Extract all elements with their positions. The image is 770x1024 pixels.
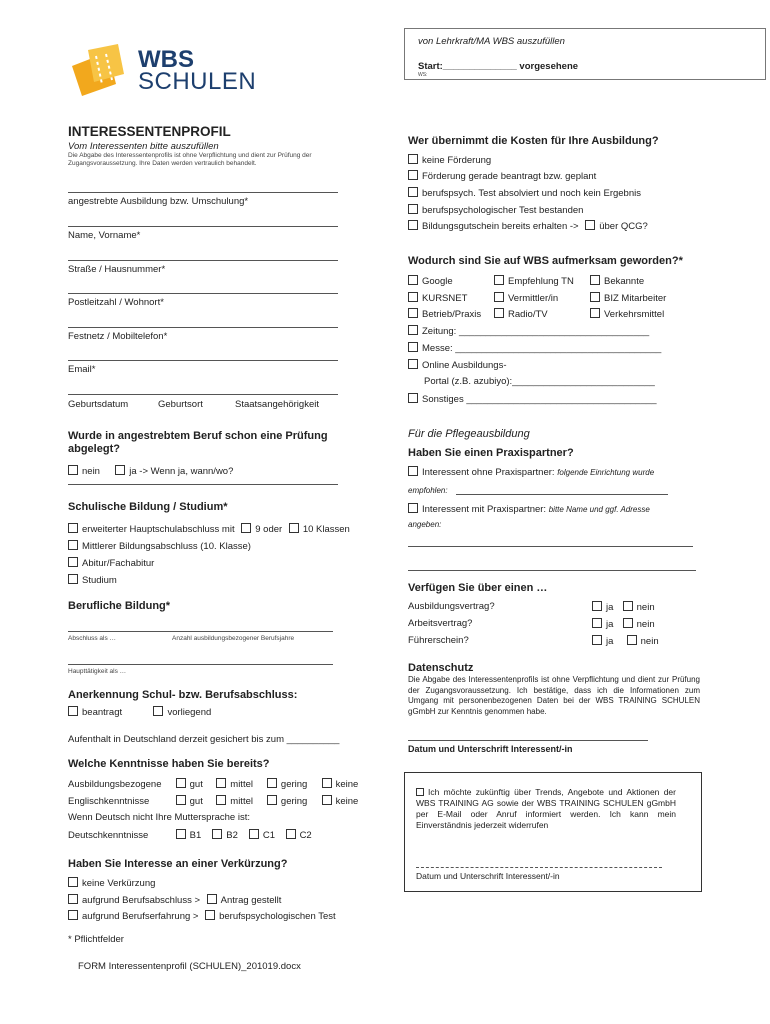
vertrag2-nein-checkbox[interactable]: [627, 635, 637, 645]
aufmerksam-c1-0: [408, 275, 453, 288]
aufmerksam-c2-0: [494, 275, 574, 288]
verkuerzung-opt2-label: aufgrund Berufsabschluss >: [82, 895, 201, 906]
ausbildung-label: angestrebte Ausbildung bzw. Umschulung*: [68, 196, 249, 207]
vertrag2-ja-label: ja: [606, 636, 614, 647]
pruefung-heading-1: Wurde in angestrebtem Beruf schon eine Prüfung: [68, 430, 328, 442]
ws-label: WS:: [418, 72, 428, 78]
antrag-checkbox[interactable]: [207, 894, 217, 904]
beruf-line-2[interactable]: [68, 664, 333, 665]
name-line[interactable]: [68, 226, 338, 227]
datenschutz-sign-line[interactable]: [408, 740, 648, 741]
vertrag-row1-label: Arbeitsvertrag?: [408, 618, 473, 629]
test-checkbox[interactable]: [205, 910, 215, 920]
pflege-line-2[interactable]: [408, 570, 696, 571]
empfehlung-checkbox[interactable]: [494, 275, 504, 285]
consent-sign-label: Datum und Unterschrift Interessent/-in: [416, 871, 560, 881]
kosten-opt4-checkbox[interactable]: [408, 220, 418, 230]
pflege-empfohlen-label: empfohlen:: [408, 486, 448, 495]
strasse-line[interactable]: [68, 260, 338, 261]
kosten-opt4-label: Bildungsgutschein bereits erhalten ->: [422, 221, 579, 232]
row1-mittel-label: mittel: [230, 779, 253, 790]
verkuerzung-opt1-checkbox[interactable]: [68, 877, 78, 887]
vertrag0-ja-checkbox[interactable]: [592, 601, 602, 611]
aufmerksam-c2-1: [494, 292, 558, 305]
row1-mittel-checkbox[interactable]: [216, 778, 226, 788]
messe-field[interactable]: Messe: _______________________________________: [422, 343, 662, 354]
row2-mittel-checkbox[interactable]: [216, 795, 226, 805]
c2-checkbox[interactable]: [286, 829, 296, 839]
geburt-line[interactable]: [68, 394, 338, 395]
sonstiges-checkbox[interactable]: [408, 393, 418, 403]
pruefung-options: [68, 465, 233, 478]
vermittler-checkbox[interactable]: [494, 292, 504, 302]
verkuerzung-opt2-checkbox[interactable]: [68, 894, 78, 904]
anerkennung-beantragt-label: beantragt: [82, 707, 123, 718]
schule-opt3-checkbox[interactable]: [68, 557, 78, 567]
vertrag-row0-label: Ausbildungsvertrag?: [408, 601, 495, 612]
logo-text-bottom: SCHULEN: [138, 68, 257, 95]
vertrag-row0-options: [592, 601, 655, 614]
radio-checkbox[interactable]: [494, 308, 504, 318]
test-label: berufspsychologischen Test: [219, 911, 336, 922]
zeitung-checkbox[interactable]: [408, 325, 418, 335]
vertrag0-nein-checkbox[interactable]: [623, 601, 633, 611]
pflege-opt1-checkbox[interactable]: [408, 466, 418, 476]
aufmerksam-c1-2: [408, 308, 481, 321]
ausbildung-line[interactable]: [68, 192, 338, 193]
verkehr-checkbox[interactable]: [590, 308, 600, 318]
pruefung-nein-checkbox[interactable]: [68, 465, 78, 475]
b1-label: B1: [189, 830, 202, 841]
consent-checkbox[interactable]: [416, 788, 424, 796]
vertrag1-nein-checkbox[interactable]: [623, 618, 633, 628]
online-checkbox[interactable]: [408, 359, 418, 369]
verkuerzung-heading: Haben Sie Interesse an einer Verkürzung?: [68, 858, 288, 870]
online-portal-field[interactable]: Portal (z.B. azubiyo):___________________________: [424, 376, 655, 387]
verkuerzung-opt1: [68, 877, 155, 890]
deutsch-row: [68, 829, 312, 842]
row2-gering-label: gering: [280, 796, 308, 807]
schule-opt4-label: Studium: [82, 575, 117, 586]
row2-gut-checkbox[interactable]: [176, 795, 186, 805]
verkuerzung-opt2: [68, 894, 281, 907]
vertrag-row1-options: [592, 618, 655, 631]
kosten-opt2-label: berufspsych. Test absolviert und noch kein Ergebnis: [422, 188, 641, 199]
beruf-anzahl: Anzahl ausbildungsbezogener Berufsjahre: [172, 635, 295, 642]
kosten-heading: Wer übernimmt die Kosten für Ihre Ausbildung?: [408, 135, 659, 147]
pflege-opt1-note: folgende Einrichtung wurde: [557, 468, 655, 477]
row1-gut-checkbox[interactable]: [176, 778, 186, 788]
kosten-opt0-checkbox[interactable]: [408, 154, 418, 164]
datenschutz-text: Die Abgabe des Interessentenprofils ist ohne Verpflichtung und dient zur Prüfung der Zugangsvoraussetzung. Ich bestätige, dass ich die Informationen zum Umgang mit personenbezogenen Daten bei der WBS TRAINING SCHULEN gGmbH zur Kenntnis genommen habe.: [408, 675, 700, 716]
deutsch-label: Deutschkenntnisse: [68, 830, 149, 841]
geburtsdatum-label: Geburtsdatum: [68, 399, 129, 410]
schule-opt1-label: erweiterter Hauptschulabschluss mit: [82, 524, 235, 535]
pflege-opt2: [408, 503, 650, 516]
row2-mittel-label: mittel: [230, 796, 253, 807]
form-subtitle: Vom Interessenten bitte auszufüllen: [68, 141, 219, 152]
start-field[interactable]: Start:______________ vorgesehene: [418, 61, 579, 72]
schule-opt2: [68, 540, 251, 553]
beruf-haupt: Haupttätigkeit als …: [68, 668, 127, 675]
vertrag1-ja-checkbox[interactable]: [592, 618, 602, 628]
verkehr-label: Verkehrsmittel: [604, 309, 665, 320]
row2-keine-label: keine: [335, 796, 359, 807]
online-row: [408, 359, 507, 372]
geburtsort-label: Geburtsort: [158, 399, 203, 410]
datenschutz-heading: Datenschutz: [408, 662, 474, 674]
b2-label: B2: [226, 830, 238, 841]
betrieb-label: Betrieb/Praxis: [422, 309, 482, 320]
verkuerzung-opt3-checkbox[interactable]: [68, 910, 78, 920]
anerkennung-heading: Anerkennung Schul- bzw. Berufsabschluss:: [68, 689, 298, 701]
pruefung-ja-label: ja -> Wenn ja, wann/wo?: [129, 466, 234, 477]
vertraege-heading: Verfügen Sie über einen …: [408, 582, 548, 594]
vertrag2-nein-label: nein: [640, 636, 659, 647]
disclaimer-1: Die Abgabe des Interessentenprofils ist ohne Verpflichtung und dient zur Prüfung der: [68, 152, 312, 159]
messe-row: [408, 342, 661, 355]
verkuerzung-opt3: [68, 910, 336, 923]
schule-opt1-checkbox[interactable]: [68, 523, 78, 533]
pflege-line-1[interactable]: [408, 546, 693, 547]
schule-opt4-checkbox[interactable]: [68, 574, 78, 584]
row1-keine-checkbox[interactable]: [322, 778, 332, 788]
kosten-opt3-checkbox[interactable]: [408, 204, 418, 214]
row1-gut-label: gut: [189, 779, 203, 790]
pflege-heading: Haben Sie einen Praxispartner?: [408, 447, 574, 459]
beruf-heading: Berufliche Bildung*: [68, 600, 171, 612]
kosten-opt0-label: keine Förderung: [422, 155, 492, 166]
kosten-opt-3: [408, 204, 583, 217]
schule-opt2-checkbox[interactable]: [68, 540, 78, 550]
schule-opt2-label: Mittlerer Bildungsabschluss (10. Klasse): [82, 541, 251, 552]
radio-label: Radio/TV: [508, 309, 548, 320]
kosten-opt1-checkbox[interactable]: [408, 170, 418, 180]
schule-9-checkbox[interactable]: [241, 523, 251, 533]
name-label: Name, Vorname*: [68, 230, 141, 241]
pruefung-heading-2: abgelegt?: [68, 443, 120, 455]
anerkennung-options: [68, 706, 211, 719]
plz-line[interactable]: [68, 293, 338, 294]
row2-gering-checkbox[interactable]: [267, 795, 277, 805]
wbs-logo: [68, 44, 258, 100]
empfehlung-label: Empfehlung TN: [508, 276, 574, 287]
pflege-opt2-note2: angeben:: [408, 520, 442, 529]
row1-gering-checkbox[interactable]: [267, 778, 277, 788]
schule-heading: Schulische Bildung / Studium*: [68, 501, 228, 513]
kosten-opt2-checkbox[interactable]: [408, 187, 418, 197]
consent-label: Ich möchte zukünftig über Trends, Angebote und Aktionen der WBS TRAINING AG sowie der WBS TRAINING SCHULEN gGmbH per E-Mail oder Anruf informiert werden. Ich kann mein Einverständnis jederzeit widerrufen: [416, 787, 676, 830]
row2-gut-label: gut: [189, 796, 203, 807]
telefon-line[interactable]: [68, 327, 338, 328]
b2-checkbox[interactable]: [212, 829, 222, 839]
vertrag0-nein-label: nein: [636, 602, 655, 613]
aufmerksam-c3-0: [590, 275, 644, 288]
kosten-opt3-label: berufspsychologischer Test bestanden: [422, 205, 584, 216]
betrieb-checkbox[interactable]: [408, 308, 418, 318]
vertrag1-nein-label: nein: [636, 619, 655, 630]
kosten-opt-1: [408, 170, 596, 183]
pflege-opt1: [408, 466, 654, 479]
kenntnisse-note: Wenn Deutsch nicht Ihre Muttersprache ist:: [68, 812, 250, 823]
row2-keine-checkbox[interactable]: [322, 795, 332, 805]
pflege-opt2-label: Interessent mit Praxispartner:: [422, 504, 547, 515]
zeitung-field[interactable]: Zeitung: ____________________________________: [422, 326, 650, 337]
pflege-title: Für die Pflegeausbildung: [408, 428, 530, 440]
schule-opt4: [68, 574, 117, 587]
messe-checkbox[interactable]: [408, 342, 418, 352]
biz-label: BIZ Mitarbeiter: [604, 293, 667, 304]
schule-opt3: [68, 557, 154, 570]
antrag-label: Antrag gestellt: [220, 895, 282, 906]
bekannte-label: Bekannte: [604, 276, 645, 287]
kenntnisse-row2-label: Englischkenntnisse: [68, 796, 150, 807]
online-label: Online Ausbildungs-: [422, 360, 507, 371]
verkuerzung-opt1-label: keine Verkürzung: [82, 878, 156, 889]
plz-label: Postleitzahl / Wohnort*: [68, 297, 164, 308]
aufenthalt-field[interactable]: Aufenthalt in Deutschland derzeit gesichert bis zum __________: [68, 734, 340, 745]
vertrag0-ja-label: ja: [606, 602, 614, 613]
anerkennung-vorliegend-checkbox[interactable]: [153, 706, 163, 716]
biz-checkbox[interactable]: [590, 292, 600, 302]
kenntnisse-heading: Welche Kenntnisse haben Sie bereits?: [68, 758, 270, 770]
email-label: Email*: [68, 364, 96, 375]
row1-gering-label: gering: [280, 779, 308, 790]
sonstiges-field[interactable]: Sonstiges ____________________________________: [422, 394, 657, 405]
kosten-opt-2: [408, 187, 641, 200]
logo-mark-icon: [68, 44, 128, 100]
vertrag-row2-label: Führerschein?: [408, 635, 469, 646]
beruf-line-1[interactable]: [68, 631, 333, 632]
c2-label: C2: [299, 830, 312, 841]
sonstiges-row: [408, 393, 657, 406]
schule-10-checkbox[interactable]: [289, 523, 299, 533]
email-line[interactable]: [68, 360, 338, 361]
datenschutz-sign-label: Datum und Unterschrift Interessent/-in: [408, 744, 573, 754]
anerkennung-beantragt-checkbox[interactable]: [68, 706, 78, 716]
pflege-opt2-note: bitte Name und ggf. Adresse: [548, 505, 650, 514]
schule-opt3-label: Abitur/Fachabitur: [82, 558, 155, 569]
telefon-label: Festnetz / Mobiltelefon*: [68, 331, 168, 342]
vermittler-label: Vermittler/in: [508, 293, 559, 304]
c1-checkbox[interactable]: [249, 829, 259, 839]
kursnet-checkbox[interactable]: [408, 292, 418, 302]
schule-9-label: 9 oder: [255, 524, 283, 535]
beruf-abschluss: Abschluss als …: [68, 635, 117, 642]
vertrag-row2-options: [592, 635, 659, 648]
aufmerksam-heading: Wodurch sind Sie auf WBS aufmerksam geworden?*: [408, 255, 683, 267]
disclaimer-2: Zugangsvoraussetzung. Ihre Daten werden vertraulich behandelt.: [68, 160, 257, 167]
vertrag1-ja-label: ja: [606, 619, 614, 630]
pruefung-ja-checkbox[interactable]: [115, 465, 125, 475]
aufmerksam-c1-1: [408, 292, 467, 305]
bekannte-checkbox[interactable]: [590, 275, 600, 285]
qcg-label: über QCG?: [599, 221, 648, 232]
row1-keine-label: keine: [335, 779, 359, 790]
qcg-checkbox[interactable]: [585, 220, 595, 230]
pflege-opt2-checkbox[interactable]: [408, 503, 418, 513]
b1-checkbox[interactable]: [176, 829, 186, 839]
aufmerksam-c2-2: [494, 308, 548, 321]
kosten-opt1-label: Förderung gerade beantragt bzw. geplant: [422, 171, 597, 182]
footer-filename: FORM Interessentenprofil (SCHULEN)_201019.docx: [78, 961, 301, 972]
kenntnisse-row-2: [68, 795, 358, 808]
consent-sign-line[interactable]: [416, 867, 662, 868]
google-checkbox[interactable]: [408, 275, 418, 285]
schule-10-label: 10 Klassen: [302, 524, 350, 535]
pflicht-note: * Pflichtfelder: [68, 934, 124, 945]
staff-note: von Lehrkraft/MA WBS auszufüllen: [418, 36, 565, 47]
vertrag2-ja-checkbox[interactable]: [592, 635, 602, 645]
c1-label: C1: [262, 830, 276, 841]
strasse-label: Straße / Hausnummer*: [68, 264, 166, 275]
anerkennung-vorliegend-label: vorliegend: [167, 707, 212, 718]
staatsangehoerigkeit-label: Staatsangehörigkeit: [235, 399, 319, 410]
kosten-opt-0: [408, 154, 491, 167]
kenntnisse-row1-label: Ausbildungsbezogene: [68, 779, 162, 790]
kosten-opt-4: [408, 220, 648, 233]
kenntnisse-row-1: [68, 778, 358, 791]
pflege-empfohlen-line[interactable]: [456, 494, 668, 495]
pflege-opt1-label: Interessent ohne Praxispartner:: [422, 467, 555, 478]
logo-text-top: WBS: [138, 46, 194, 73]
aufmerksam-c3-2: [590, 308, 664, 321]
form-title: INTERESSENTENPROFIL: [68, 124, 231, 139]
google-label: Google: [422, 276, 453, 287]
schule-opt1: [68, 523, 350, 536]
aufmerksam-c3-1: [590, 292, 666, 305]
zeitung-row: [408, 325, 649, 338]
pruefung-nein-label: nein: [82, 466, 100, 477]
kursnet-label: KURSNET: [422, 293, 468, 304]
verkuerzung-opt3-label: aufgrund Berufserfahrung >: [82, 911, 199, 922]
pruefung-line[interactable]: [68, 484, 338, 485]
pflege-opt1-note2: [408, 486, 448, 495]
consent-text: [416, 787, 676, 831]
